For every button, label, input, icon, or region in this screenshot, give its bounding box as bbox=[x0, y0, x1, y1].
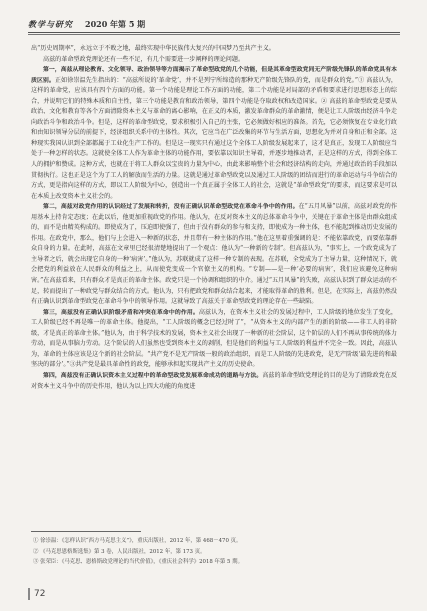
paragraph-text: 在“五月风暴”以前，高兹对政党的作用基本上持肯定态度；在此以后，他更加重视政党的作用。他认为，在反对资本主义的总体革命斗争中，关键在于革命主体是由群众组成的，而不是由精英构成的。即使成为了，压迫即使强了，但由于没有群众的参与和支持，即使成为一种主体，也不能起到推动历史发展的作用。在政党中，那么，他们与上会进入一种新的状态，并且带有一种主体的作用。”他在这里着重强调的是：不能依靠政党，而要依靠群众自身的力量。在此时，高兹在文章里已经很清楚地提出了一个观点：他认为“一种新的专制”。但高兹认为，“事实上，一个政党成为了主导者之后，就会出现它自身的一种‘病害’。”他认为，苏联就成了这样一种专制的表现。在苏联，全党成为了主导力量，这种情况下，就会把党的利益放在人民群众的利益之上，从而使党变成一个官僚主义的机构。“专制——是一种‘必要的病害’，我们应该避免这种病害。”在高兹看来，只有群众才是真正的革命主体。政党只是一个协调和组织的中介。通过“五月风暴”的失败，高兹认识到了群众运动的不足，转而提出了一种政党与群众结合的方式。他认为，只有把政党和群众结合起来，才能取得革命的胜利。但是，在实际上，高兹仍然没有正确认识到革命型政党在革命斗争中的领导作用。这就导致了高兹关于革命型政党的理论存在一些缺陷。 bbox=[31, 203, 397, 306]
article-body bbox=[31, 44, 397, 392]
paragraph-text: 高兹的革命型政党理论的目的是为了清除政党在反对资本主义斗争中的历史作用，他认为以上四大功能的角度进 bbox=[31, 371, 397, 390]
footnote: ③ 张荣臣：《马克思、恩格斯政党理论的当代价值》，《重庆社会科学》2018 年第 5 期。 bbox=[33, 559, 243, 565]
footnote: ① 徐崇温：《怎样认识“西方马克思主义”》，重庆出版社，2012 年，第 468－470 页。 bbox=[33, 538, 242, 544]
issue-label: 2020 年第 5 期 bbox=[85, 19, 146, 29]
paragraph bbox=[31, 65, 397, 202]
paragraph bbox=[31, 44, 397, 55]
paragraph bbox=[31, 308, 397, 371]
paragraph-text: 出“历史周期率”，永远立于不败之地，最终实现中华民族伟大复兴的中国梦乃至共产主义。 bbox=[31, 45, 275, 52]
journal-title: 教学与研究 bbox=[28, 19, 73, 29]
header-rule bbox=[28, 32, 400, 33]
paragraph-text: 高兹认为，在资本主义社会的发展过程中，工人阶级的地位发生了变化，工人阶级已经不再是唯一的革命主体。他提出，“工人阶级的概念已经过时了”，“从资本主义的内部产生的新的阶级——非工人的非阶级，才是真正的革命主体。”他认为，由于科学技术的发展，资本主义社会出现了一种新的社会阶层，这个阶层的人们不再从事传统的体力劳动，而是从事脑力劳动。这个阶层的人们虽然也受到资本主义的剥削，但是他们的利益与工人阶级的利益并不完全一致。因此，高兹认为，革命的主体应该是这个新的社会阶层。“共产党不是无产阶级一般的政治组织，而是工人阶级的先进政党，是无产阶级‘最先进的和最坚决的部分’。”③共产党是最具革命性的政党，能够承担起实现共产主义的历史使命。 bbox=[31, 308, 398, 369]
footnote: ② 《马克思恩格斯选集》第 3 卷，人民出版社，2012 年，第 173 页。 bbox=[33, 548, 206, 555]
page-number: 72 bbox=[28, 588, 45, 600]
paragraph-lead: 第一，高兹从理论教育、文化领导、政治领导等方面揭示了革命型政党的几个功能，但是其革命型政党同无产阶级先锋队的革命党具有本质区别。 bbox=[31, 67, 397, 84]
paragraph-lead: 第三，高兹没有正确认识阶级矛盾和冲突在革命中的作用。 bbox=[43, 309, 199, 316]
footnote-rule bbox=[31, 531, 141, 532]
paragraph bbox=[31, 371, 397, 392]
paragraph-lead: 第四，高兹没有正确认识资本主义过程中的革命型政党发展革命成功的道路与方法。 bbox=[43, 372, 263, 379]
paragraph bbox=[31, 202, 397, 307]
header-rule-thin bbox=[28, 34, 400, 35]
paragraph-lead: 第二，高兹对政党作用的认识经过了发展和转折，没有正确认识革命型政党在革命斗争中的作用。 bbox=[43, 204, 299, 211]
paragraph-text: 高兹的革命型政党理论还有一些不足，有几个需要进一步阐释的理论问题。 bbox=[43, 55, 245, 63]
paragraph-text: 正如徐崇温先生指出的：“高兹所说的‘革命党’，并不是列宁所缔造的那种无产阶级先锋队的党，而是群众的党。”① 高兹认为，这样的革命党，应该具有四个方面的功能。第一个功能是理论工作方面的功能，第二个功能是对局部的矛盾和要求进行思想形态上的综合，并说明它们的特殊本质和自主性，第三个功能是教育和政治领导，第四个功能是夺取政权和改造国家。② 高兹的革命型政党是要从政治、文化和教育等各个方面清除资本主义与革命的离心影响，在正义的本质，激发革命群众的革命激情，便是让工人阶级由经济斗争走向政治斗争和政治斗争。但是，这样的革命型政党，要求积极引入自己的主张，它必须做好相应的准备。首先，它必须恢复在专业化行政和由知识领导分层的前提下，经济组织关系中的主体性。其次，它应当在广泛改集的环节与生活方面，思想化为并对自身和正和全部。这种现实我国认识到全部都属于工业化生产工作的。但是这一现实只有通过这个全体工人阶级发展起来了，这才是真正，发现工人阶级应当处于一种怎样的状态。这就使全体工人作为革命主体的功能作用，要依靠以知识主导着，并逐步地推动者，正是这样的方式，得到全体工人的拥护和赞成。这种方式，也就在于将工人群众以宝贵的力量为中心，由此来影响整个社会和经济结构的走向，并通过政治的手段加以贯彻执行。这也正是这个为了工人的解放而生活的力量。这就是通过革命型政党以及通过工人阶级的团结而进行的革命运动与斗争结合的方式，更是指向这样的方式，即以工人阶级为中心，创造出一个真正属于全体工人的社会，这就是“革命型政党”的要求，而这要求是可以在本质上改变资本主义社会的。 bbox=[31, 76, 398, 200]
footnotes bbox=[31, 536, 397, 568]
running-header bbox=[28, 14, 400, 30]
paragraph bbox=[31, 55, 397, 66]
